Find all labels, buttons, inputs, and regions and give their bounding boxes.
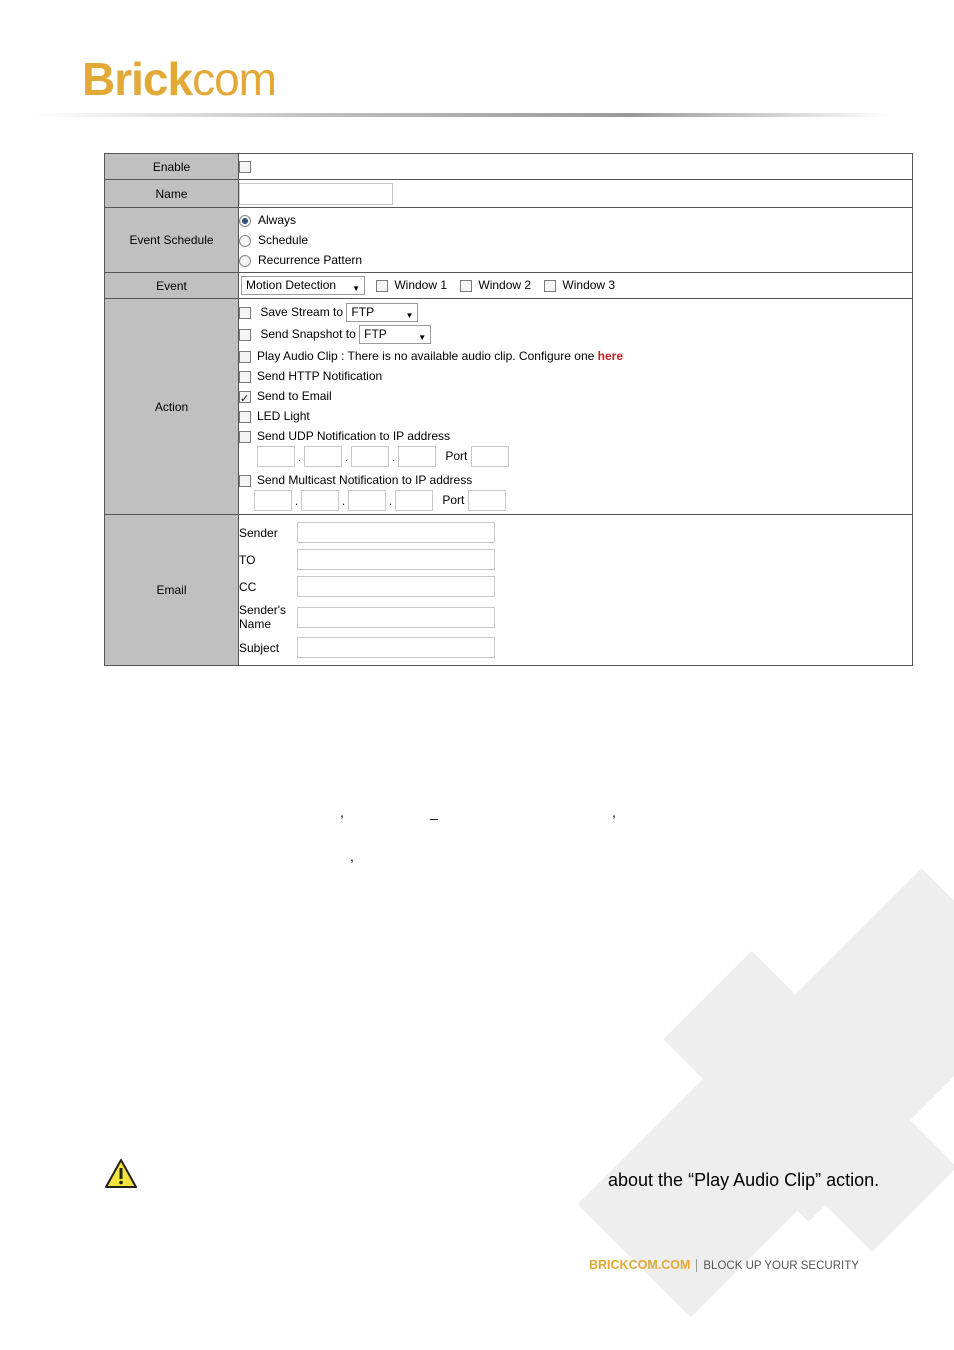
- udp-ip-octet-1[interactable]: [257, 446, 295, 467]
- udp-ip-octet-4[interactable]: [398, 446, 436, 467]
- footer: [589, 1258, 859, 1272]
- warning-note-text: about the “Play Audio Clip” action.: [608, 1170, 880, 1190]
- window-3-checkbox[interactable]: [544, 280, 556, 292]
- subject-label: Subject: [239, 640, 280, 655]
- footer-brand: BRICKCOM.COM: [589, 1258, 691, 1272]
- multicast-ip-octet-2[interactable]: [301, 490, 339, 511]
- multicast-port-input[interactable]: [468, 490, 506, 511]
- to-input[interactable]: [297, 549, 495, 570]
- send-snapshot-select[interactable]: FTP ▼: [359, 325, 431, 344]
- footer-slogan: BLOCK UP YOUR SECURITY: [703, 1260, 859, 1272]
- send-udp-checkbox[interactable]: [239, 431, 251, 443]
- radio-icon[interactable]: [239, 255, 251, 267]
- save-stream-checkbox[interactable]: [239, 307, 251, 319]
- radio-icon[interactable]: [239, 215, 251, 227]
- configure-audio-link[interactable]: here: [597, 349, 624, 363]
- text-fragment: _: [430, 804, 438, 820]
- send-multicast-checkbox[interactable]: [239, 475, 251, 487]
- dropdown-arrow-icon: ▼: [352, 284, 360, 293]
- cc-label: CC: [239, 579, 257, 594]
- name-label: Name: [105, 180, 239, 208]
- to-label: TO: [239, 552, 256, 567]
- send-http-checkbox[interactable]: [239, 371, 251, 383]
- send-email-checkbox[interactable]: [239, 391, 251, 403]
- radio-icon[interactable]: [239, 235, 251, 247]
- email-label: Email: [105, 515, 239, 666]
- schedule-option-schedule[interactable]: Schedule: [239, 230, 912, 250]
- sender-input[interactable]: [297, 522, 495, 543]
- send-snapshot-checkbox[interactable]: [239, 329, 251, 341]
- multicast-port-label: Port: [442, 493, 465, 507]
- enable-label: Enable: [105, 154, 239, 180]
- action-label: Action: [105, 299, 239, 515]
- event-settings-form: Enable Name Event Schedule Always Schedule Recurrence Pattern Event Motion Detection ▼ Window 1 Window 2 Window 3 Action Save Stream to FTP ▼ Send Snapshot to FTP ▼ Play Audio Clip : There is no available audio clip. Configure one here Send HTTP Notification ✓Send to Email LED Light Send UDP Notification to IP address . . . Port Send Multicast Notification to IP address . . . Port Email Sender TO CC Sender's Name Subject: [104, 153, 913, 666]
- event-schedule-label: Event Schedule: [105, 208, 239, 273]
- brickcom-logo: Brickcom: [82, 53, 276, 105]
- enable-checkbox[interactable]: [239, 161, 251, 173]
- schedule-option-always[interactable]: Always: [239, 210, 912, 230]
- footer-separator: [696, 1259, 697, 1272]
- window-2-checkbox[interactable]: [460, 280, 472, 292]
- multicast-ip-octet-1[interactable]: [254, 490, 292, 511]
- udp-ip-octet-2[interactable]: [304, 446, 342, 467]
- sender-name-label: Sender's Name: [239, 603, 286, 631]
- udp-port-label: Port: [445, 449, 468, 463]
- text-fragment: ,: [340, 804, 344, 820]
- warning-icon: [104, 1158, 138, 1195]
- dropdown-arrow-icon: ▼: [405, 311, 414, 321]
- udp-ip-octet-3[interactable]: [351, 446, 389, 467]
- led-light-checkbox[interactable]: [239, 411, 251, 423]
- multicast-ip-octet-4[interactable]: [395, 490, 433, 511]
- name-input[interactable]: [239, 183, 393, 205]
- play-audio-checkbox[interactable]: [239, 351, 251, 363]
- sender-label: Sender: [239, 525, 278, 540]
- header-divider: [30, 113, 890, 117]
- dropdown-arrow-icon: ▼: [418, 333, 427, 343]
- event-type-select[interactable]: Motion Detection ▼: [241, 276, 365, 295]
- cc-input[interactable]: [297, 576, 495, 597]
- window-1-checkbox[interactable]: [376, 280, 388, 292]
- subject-input[interactable]: [297, 637, 495, 658]
- udp-port-input[interactable]: [471, 446, 509, 467]
- save-stream-select[interactable]: FTP ▼: [346, 303, 418, 322]
- text-fragment: ,: [350, 848, 354, 864]
- sender-name-input[interactable]: [297, 607, 495, 628]
- schedule-option-recurrence[interactable]: Recurrence Pattern: [239, 250, 912, 270]
- event-label: Event: [105, 273, 239, 299]
- text-fragment: ,: [612, 804, 616, 820]
- multicast-ip-octet-3[interactable]: [348, 490, 386, 511]
